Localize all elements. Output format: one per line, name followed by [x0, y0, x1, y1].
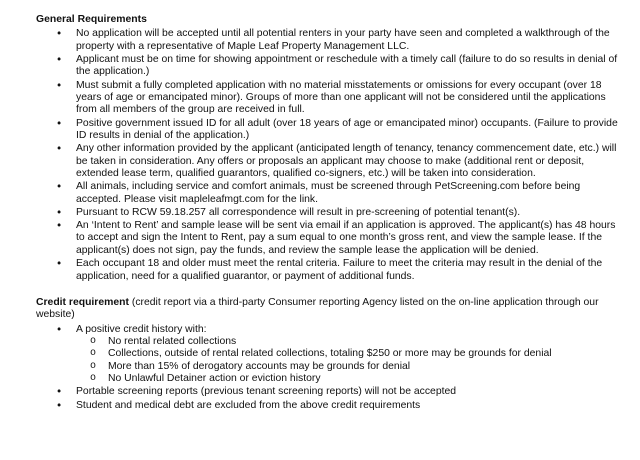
sub-list-item: o No Unlawful Detainer action or eviction history: [36, 373, 618, 385]
list-item: • An ‘Intent to Rent’ and sample lease will be sent via email if an application is approved. The applicant(s) has 48 hours to accept and sign the Intent to Rent, pay a sum equal to one month’s gross rent, and view the sample lease. If the applicant(s) does not sign, pay the funds, and review the sample lease the application will be denied.: [36, 220, 618, 257]
credit-requirements-list: [36, 324, 618, 412]
list-item: • Portable screening reports (previous tenant screening reports) will not be accepted: [36, 386, 618, 398]
sub-list-item: o Collections, outside of rental related collections, totaling $250 or more may be grounds for denial: [36, 348, 618, 360]
sub-list-item: o More than 15% of derogatory accounts may be grounds for denial: [36, 361, 618, 373]
list-item: • Positive government issued ID for all adult (over 18 years of age or emancipated minor) occupants. (Failure to provide ID results in denial of the application.): [36, 118, 618, 143]
list-item: • Any other information provided by the applicant (anticipated length of tenancy, tenancy commencement date, etc.) will be taken in consideration. Any offers or proposals an applicant may choose to make (additional rent or deposit, extended lease term, qualified guarantors, qualified co-signers, etc.) will be taken into consideration.: [36, 143, 618, 180]
general-requirements-list: [36, 28, 618, 283]
list-item: • Applicant must be on time for showing appointment or reschedule with a timely call (failure to do so results in denial of the application.): [36, 54, 618, 79]
positive-credit-history-label: A positive credit history with:: [76, 323, 207, 335]
list-item: • Student and medical debt are excluded from the above credit requirements: [36, 400, 618, 412]
sub-list-item: o No rental related collections: [36, 336, 618, 348]
credit-sub-list: [36, 336, 618, 386]
list-item: • No application will be accepted until all potential renters in your party have seen and completed a walkthrough of the property with a representative of Maple Leaf Property Management LLC.: [36, 28, 618, 53]
credit-requirement-heading: Credit requirement: [36, 296, 129, 308]
list-item: • Pursuant to RCW 59.18.257 all correspondence will result in pre-screening of potential tenant(s).: [36, 207, 618, 219]
section-spacer: [36, 284, 618, 297]
list-item: • Each occupant 18 and older must meet the rental criteria. Failure to meet the criteria may result in the denial of the application, need for a qualified guarantor, or payment of additional funds.: [36, 258, 618, 283]
credit-requirement-description: (credit report via a third-party Consumer reporting Agency listed on the on-line application through our website): [36, 296, 599, 321]
list-item: [36, 324, 618, 386]
credit-requirement-intro: [36, 297, 618, 322]
list-item: • Must submit a fully completed application with no material misstatements or omissions for every occupant (over 18 years of age or emancipated minor). Groups of more than one applicant will not be considered until the applications from all members of the group are received in full.: [36, 80, 618, 117]
general-requirements-heading: General Requirements: [36, 14, 147, 25]
list-item: • All animals, including service and comfort animals, must be screened through PetScreening.com before being accepted. Please visit mapleleafmgt.com for the link.: [36, 181, 618, 206]
